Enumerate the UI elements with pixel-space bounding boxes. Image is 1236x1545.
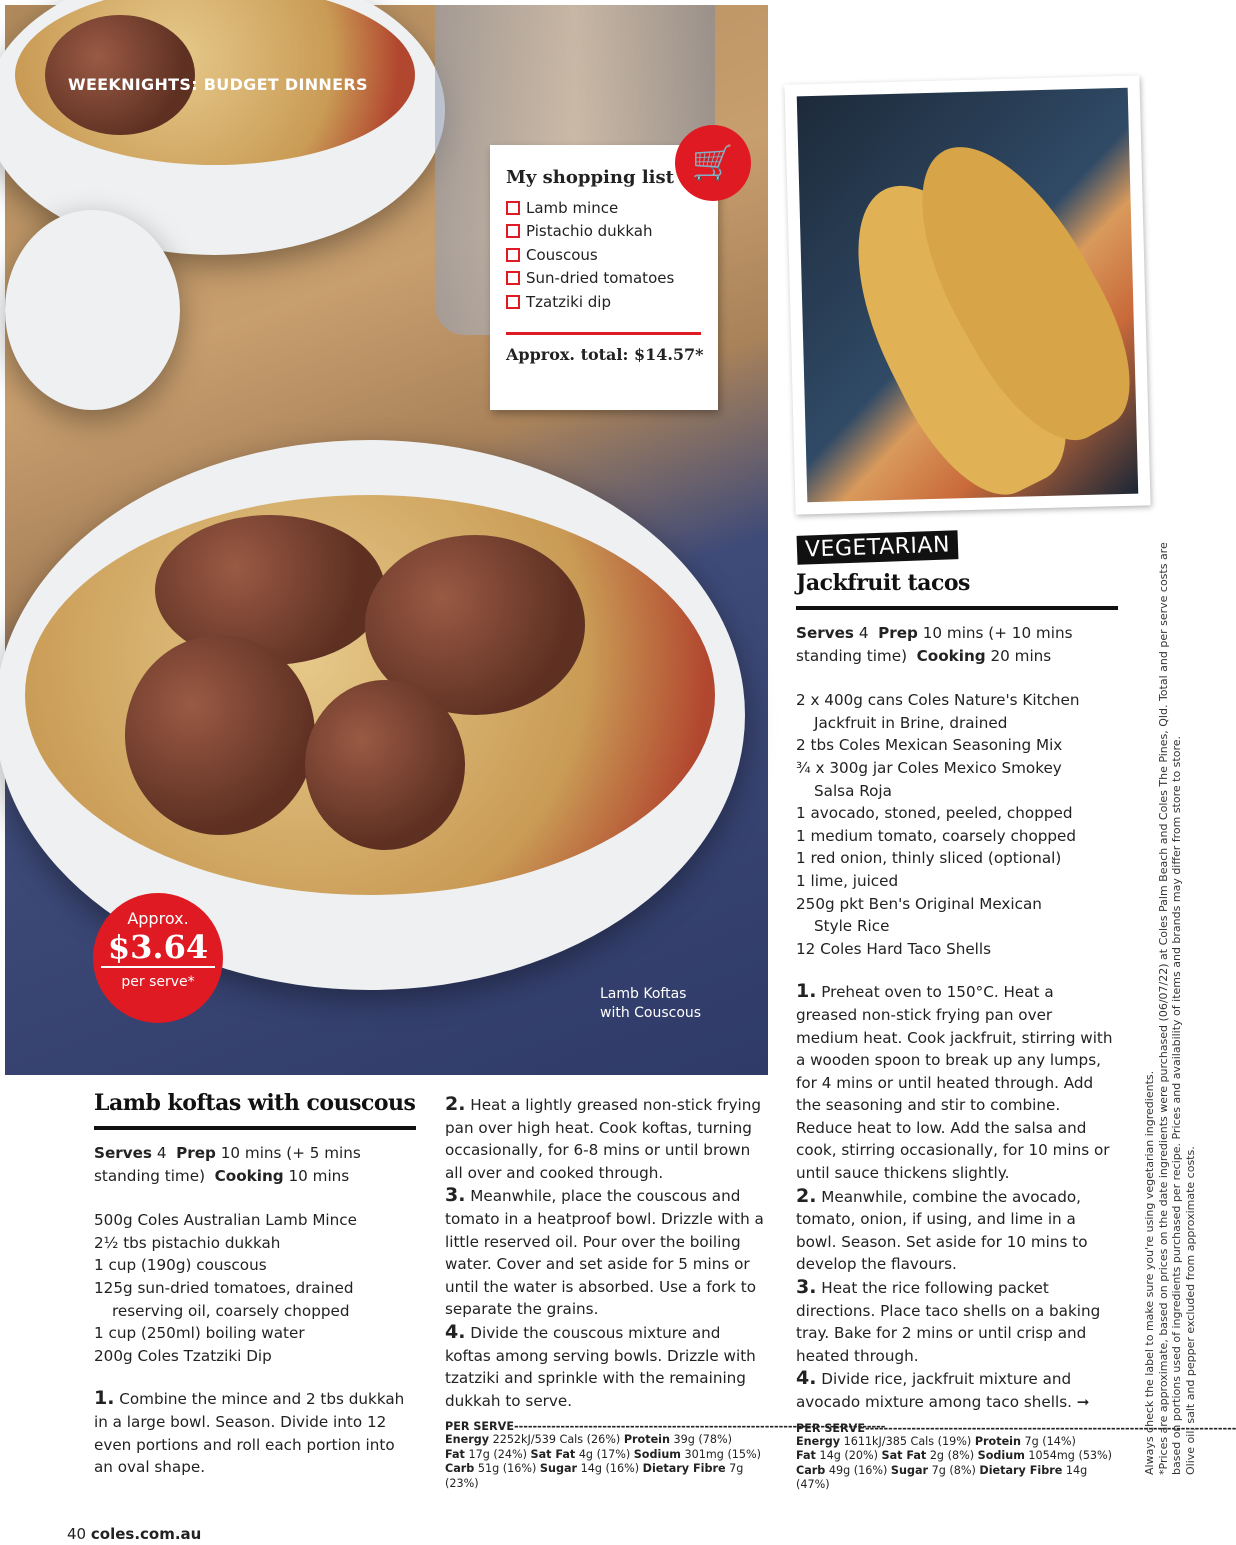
nutrition-line xyxy=(796,1464,1118,1493)
nutrient-label: Dietary Fibre xyxy=(979,1463,1063,1477)
ingredient: 1 lime, juiced xyxy=(796,871,899,890)
nutrition-line xyxy=(445,1433,770,1448)
checkbox-icon[interactable] xyxy=(506,271,520,285)
section-label: WEEKNIGHTS: BUDGET DINNERS xyxy=(68,75,368,94)
step-number: 1. xyxy=(796,980,817,1003)
nutrient-value: 4g (17%) xyxy=(578,1447,631,1461)
ingredient: 1 cup (190g) couscous xyxy=(94,1256,267,1275)
page-footer xyxy=(67,1525,201,1543)
ingredient: 250g pkt Ben's Original Mexican xyxy=(796,894,1042,913)
recipe-meta xyxy=(796,622,1118,667)
caption-line: Lamb Koftas xyxy=(600,986,687,1002)
ingredient: 2½ tbs pistachio dukkah xyxy=(94,1233,281,1252)
footnote: *Prices are approximate, based on prices on the date ingredients were purchased (06/07/22) at Coles Palm Beach and Coles The Pines, Qld. Total and per serve costs are based on portions used of ingredients purchased per recipe. Prices and availability of items and brands may differ from store to store. xyxy=(1156,542,1183,1475)
divider xyxy=(94,1126,416,1130)
step-text: Preheat oven to 150°C. Heat a greased non-stick frying pan over medium heat. Cook jackfruit, stirring with a wooden spoon to break up any lumps, for 4 mins or until heated through. Add the seasoning and stir to combine. Reduce heat to low. Add the salsa and cook, stirring occasionally, for 10 mins or until sauce thickens slightly. xyxy=(796,983,1113,1183)
nutrient-value: 2g (8%) xyxy=(929,1449,975,1463)
ingredient: reserving oil, coarsely chopped xyxy=(112,1301,350,1320)
divider xyxy=(796,606,1118,610)
method-step xyxy=(796,1276,1118,1367)
ingredient: 500g Coles Australian Lamb Mince xyxy=(94,1211,357,1230)
ingredient: 1 medium tomato, coarsely chopped xyxy=(796,826,1077,845)
step-number: 1. xyxy=(94,1387,115,1410)
cooking-label: Cooking xyxy=(214,1166,284,1185)
nutrient-value: 2252kJ/539 Cals (26%) xyxy=(492,1433,621,1447)
method-steps xyxy=(94,1387,416,1478)
method-step xyxy=(796,1367,1118,1413)
shopping-list-total: Approx. total: $14.57* xyxy=(506,344,704,364)
step-text: Divide the couscous mixture and koftas among serving bowls. Drizzle with tzatziki and sprinkle with the remaining dukkah to serve. xyxy=(445,1323,756,1410)
nutrient-value: 7g (23%) xyxy=(445,1462,744,1490)
method-step xyxy=(445,1321,770,1412)
nutrient-label: Fat xyxy=(796,1449,816,1463)
ingredient: 200g Coles Tzatziki Dip xyxy=(94,1346,272,1365)
nutrient-label: Protein xyxy=(974,1434,1021,1448)
ingredient: Salsa Roja xyxy=(814,781,892,800)
step-text: Heat the rice following packet directions. Place taco shells on a baking tray. Bake for 2 mins or until crisp and heated through. xyxy=(796,1279,1101,1365)
nutrient-value: 1611kJ/385 Cals (19%) xyxy=(843,1434,972,1448)
item-label: Couscous xyxy=(526,245,598,264)
vegetarian-tag: VEGETARIAN xyxy=(797,530,959,565)
site-link[interactable]: coles.com.au xyxy=(90,1525,202,1543)
ingredient-list xyxy=(94,1209,416,1367)
caption-line: with Couscous xyxy=(600,1005,702,1021)
price-per-serve-badge xyxy=(93,893,223,1023)
nutrition-line xyxy=(796,1449,1118,1464)
recipe-title: Lamb koftas with couscous xyxy=(94,1090,416,1116)
nutrient-label: Sat Fat xyxy=(881,1449,927,1463)
nutrient-label: Dietary Fibre xyxy=(642,1462,726,1476)
nutrition-line xyxy=(445,1462,770,1491)
serves-value: 4 xyxy=(156,1144,167,1162)
prep-value: 10 mins (+ 5 mins standing time) xyxy=(94,1144,361,1185)
nutrient-value: 14g (47%) xyxy=(796,1463,1088,1492)
item-label: Pistachio dukkah xyxy=(526,222,653,241)
ingredient: Style Rice xyxy=(814,917,890,936)
shopping-list-items xyxy=(506,196,718,314)
nutrient-label: Sugar xyxy=(539,1462,578,1476)
nutrient-value: 14g (16%) xyxy=(580,1462,640,1476)
photo-caption xyxy=(600,985,701,1023)
page-number: 40 xyxy=(67,1525,87,1543)
ingredient-list xyxy=(796,689,1118,960)
method-step xyxy=(445,1184,770,1321)
nutrient-value: 7g (14%) xyxy=(1024,1434,1076,1448)
step-number: 2. xyxy=(445,1093,466,1115)
step-number: 4. xyxy=(445,1320,466,1343)
nutrient-label: Sugar xyxy=(890,1463,929,1477)
nutrient-label: Sat Fat xyxy=(530,1447,576,1461)
shopping-cart-icon: 🛒 xyxy=(675,125,751,201)
step-number: 3. xyxy=(796,1276,817,1299)
ingredient: 125g sun-dried tomatoes, drained xyxy=(94,1278,354,1297)
step-number: 3. xyxy=(445,1184,466,1207)
method-step xyxy=(796,980,1118,1184)
nutrition-heading: PER SERVE-------------------------------------------------------------------------------- xyxy=(445,1420,886,1434)
checkbox-icon[interactable] xyxy=(506,201,520,215)
price-approx-label: Approx. xyxy=(127,909,189,928)
nutrient-label: Protein xyxy=(623,1433,670,1447)
ingredient: 1 cup (250ml) boiling water xyxy=(94,1324,305,1343)
item-label: Tzatziki dip xyxy=(526,292,611,311)
nutrient-label: Sodium xyxy=(977,1449,1025,1463)
cooking-value: 10 mins xyxy=(288,1166,350,1185)
step-number: 2. xyxy=(796,1184,817,1207)
divider xyxy=(506,332,701,335)
footnotes xyxy=(1143,535,1197,1475)
price-value: $3.64 xyxy=(101,928,215,968)
checkbox-icon[interactable] xyxy=(506,224,520,238)
serves-label: Serves xyxy=(94,1144,152,1162)
item-label: Sun-dried tomatoes xyxy=(526,269,675,288)
shopping-list-item xyxy=(506,290,718,314)
nutrient-value: 14g (20%) xyxy=(819,1449,878,1463)
nutrition-panel xyxy=(796,1421,1236,1493)
method-step xyxy=(94,1387,416,1478)
step-text: Combine the mince and 2 tbs dukkah in a large bowl. Season. Divide into 12 even portions and roll each portion into an oval shape. xyxy=(94,1390,405,1477)
ingredient: 1 avocado, stoned, peeled, chopped xyxy=(796,804,1073,823)
nutrient-value: 1054mg (53%) xyxy=(1028,1449,1113,1463)
price-per-serve-label: per serve* xyxy=(121,974,195,990)
footnote: Always check the label to make sure you're using vegetarian ingredients. xyxy=(1143,1070,1156,1475)
method-steps xyxy=(796,980,1118,1413)
step-text: Meanwhile, combine the avocado, tomato, onion, if using, and lime in a bowl. Season. Set aside for 10 mins to develop the flavours. xyxy=(796,1187,1088,1274)
item-label: Lamb mince xyxy=(526,198,619,217)
step-text: Meanwhile, place the couscous and tomato in a heatproof bowl. Drizzle with a little reserved oil. Pour over the boiling water. Cover and set aside for 5 mins or until the water is absorbed. Use a fork to separate the grains. xyxy=(445,1187,764,1319)
nutrition-line xyxy=(445,1448,770,1463)
ingredient: 2 tbs Coles Mexican Seasoning Mix xyxy=(796,736,1063,755)
step-number: 4. xyxy=(796,1367,817,1390)
method-step xyxy=(796,1185,1118,1276)
ingredient: 1 red onion, thinly sliced (optional) xyxy=(796,849,1062,868)
cooking-value: 20 mins xyxy=(990,646,1052,665)
jackfruit-tacos-photo xyxy=(784,75,1150,514)
nutrient-label: Carb xyxy=(796,1463,826,1477)
ingredient: ¾ x 300g jar Coles Mexico Smokey xyxy=(796,758,1062,777)
checkbox-icon[interactable] xyxy=(506,248,520,262)
recipe-title: Jackfruit tacos xyxy=(796,570,970,596)
checkbox-icon[interactable] xyxy=(506,295,520,309)
serves-label: Serves xyxy=(796,624,854,642)
shopping-list-title: My shopping list xyxy=(506,167,674,188)
nutrient-value: 51g (16%) xyxy=(477,1462,537,1476)
step-text: Heat a lightly greased non-stick frying pan over high heat. Cook koftas, turning occasionally, for 6-8 mins or until brown all over and cooked through. xyxy=(445,1096,762,1182)
nutrition-heading: PER SERVE-------------------------------------------------------------------------------- xyxy=(796,1421,1236,1435)
nutrient-label: Fat xyxy=(445,1447,465,1461)
method-steps xyxy=(445,1093,770,1412)
nutrient-label: Carb xyxy=(445,1462,475,1476)
shopping-list-item xyxy=(506,243,718,267)
shopping-list-item xyxy=(506,267,718,291)
nutrient-label: Sodium xyxy=(633,1447,681,1461)
nutrient-value: 7g (8%) xyxy=(931,1463,976,1477)
prep-label: Prep xyxy=(176,1144,216,1162)
prep-value: 10 mins (+ 10 mins standing time) xyxy=(796,624,1073,665)
prep-label: Prep xyxy=(878,624,918,642)
recipe-meta xyxy=(94,1142,416,1187)
step-text: Divide rice, jackfruit mixture and avocado mixture among taco shells. ➞ xyxy=(796,1370,1090,1411)
nutrient-value: 39g (78%) xyxy=(673,1433,733,1447)
nutrient-value: 49g (16%) xyxy=(828,1463,888,1477)
nutrition-line xyxy=(796,1435,1118,1450)
shopping-list-item xyxy=(506,220,718,244)
shopping-list-item xyxy=(506,196,718,220)
serves-value: 4 xyxy=(858,624,869,642)
nutrient-label: Energy xyxy=(796,1434,841,1448)
recipe-lamb-koftas xyxy=(94,1090,416,1479)
nutrient-value: 301mg (15%) xyxy=(684,1447,762,1461)
footnote: Olive oil, salt and pepper excluded from approximate costs. xyxy=(1183,1146,1197,1475)
ingredient: Jackfruit in Brine, drained xyxy=(814,713,1008,732)
ingredient: 12 Coles Hard Taco Shells xyxy=(796,939,992,958)
method-step xyxy=(445,1093,770,1184)
nutrient-label: Energy xyxy=(445,1433,490,1447)
ingredient: 2 x 400g cans Coles Nature's Kitchen xyxy=(796,691,1080,710)
cooking-label: Cooking xyxy=(916,646,986,665)
nutrient-value: 17g (24%) xyxy=(468,1447,527,1461)
